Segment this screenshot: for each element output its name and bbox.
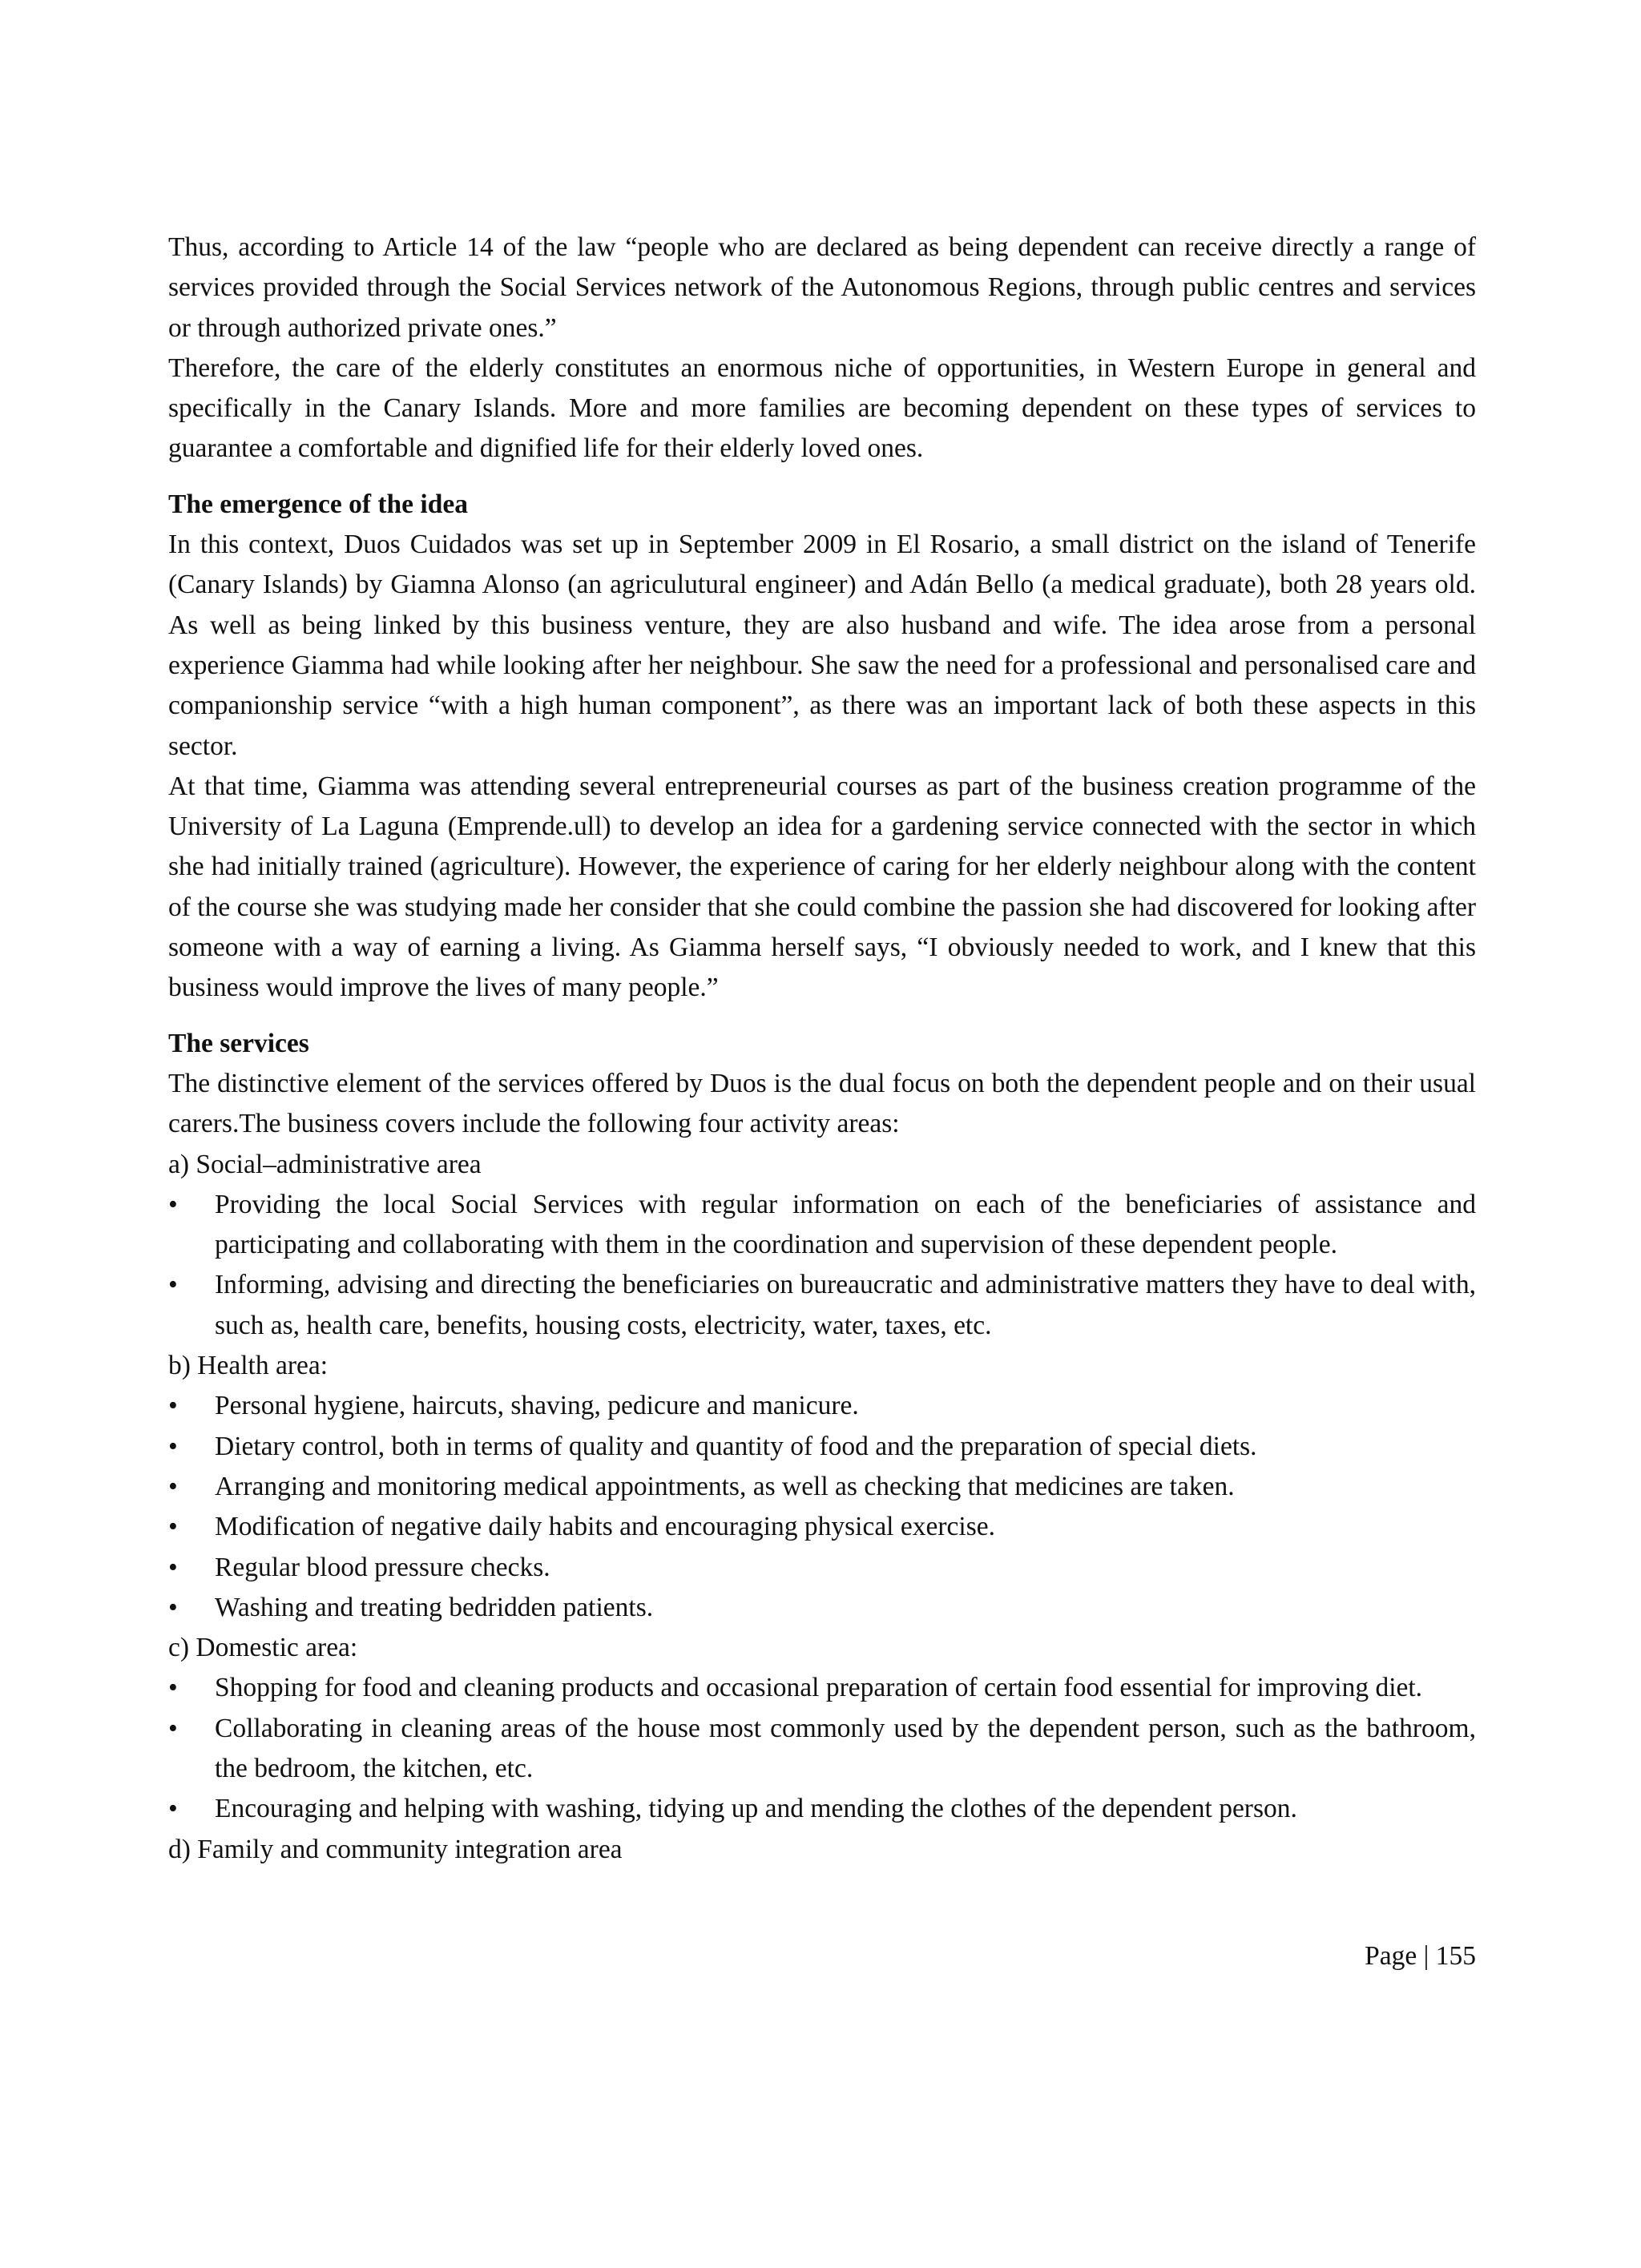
bullet-icon: • bbox=[168, 1713, 178, 1743]
page-content bbox=[168, 228, 1476, 1870]
bullet-icon: • bbox=[168, 1471, 178, 1501]
list-item: • Collaborating in cleaning areas of the house most commonly used by the dependent person, such as the bathroom, the bedroom, the kitchen, etc. bbox=[168, 1709, 1476, 1790]
area-label-family-community: d) Family and community integration area bbox=[168, 1834, 623, 1864]
list-item: • Modification of negative daily habits and encouraging physical exercise. bbox=[168, 1507, 1476, 1547]
services-intro: The distinctive element of the services offered by Duos is the dual focus on both the dependent people and on their usual carers.The business covers include the following four activity areas: bbox=[168, 1068, 1476, 1139]
list-item: • Personal hygiene, haircuts, shaving, pedicure and manicure. bbox=[168, 1386, 1476, 1426]
section-heading-idea: The emergence of the idea bbox=[168, 489, 468, 519]
bullet-icon: • bbox=[168, 1431, 178, 1461]
area-c-list bbox=[168, 1668, 1476, 1829]
list-item: • Arranging and monitoring medical appointments, as well as checking that medicines are taken. bbox=[168, 1467, 1476, 1507]
idea-paragraph: At that time, Giamma was attending several entrepreneurial courses as part of the business creation programme of the University of La Laguna (Emprende.ull) to develop an idea for a gardening service connected with the sector in which she had initially trained (agriculture). However, the experience of caring for her elderly neighbour along with the content of the course she was studying made her consider that she could combine the passion she had discovered for looking after someone with a way of earning a living. As Giamma herself says, “I obviously needed to work, and I knew that this business would improve the lives of many people.” bbox=[168, 771, 1476, 1003]
bullet-icon: • bbox=[168, 1592, 178, 1622]
bullet-icon: • bbox=[168, 1391, 178, 1421]
list-item: • Regular blood pressure checks. bbox=[168, 1548, 1476, 1588]
bullet-icon: • bbox=[168, 1189, 178, 1219]
bullet-icon: • bbox=[168, 1270, 178, 1300]
idea-paragraph: In this context, Duos Cuidados was set up in September 2009 in El Rosario, a small district on the island of Tenerife (Canary Islands) by Giamna Alonso (an agriculutural engineer) and Adán Bello (a medical graduate), both 28 years old. As well as being linked by this business venture, they are also husband and wife. The idea arose from a personal experience Giamma had while looking after her neighbour. She saw the need for a professional and personalised care and companionship service “with a high human component”, as there was an important lack of both these aspects in this sector. bbox=[168, 530, 1476, 761]
area-b-list bbox=[168, 1386, 1476, 1628]
list-item: • Washing and treating bedridden patients. bbox=[168, 1588, 1476, 1628]
bullet-icon: • bbox=[168, 1794, 178, 1824]
area-label-domestic: c) Domestic area: bbox=[168, 1633, 358, 1663]
page-number: Page | 155 bbox=[1365, 1941, 1476, 1971]
bullet-icon: • bbox=[168, 1512, 178, 1542]
area-label-social-administrative: a) Social–administrative area bbox=[168, 1149, 482, 1179]
bullet-icon: • bbox=[168, 1552, 178, 1582]
bullet-icon: • bbox=[168, 1673, 178, 1703]
list-item: • Providing the local Social Services with regular information on each of the beneficiaries of assistance and participating and collaborating with them in the coordination and supervision of these dependent people. bbox=[168, 1185, 1476, 1266]
list-item: • Shopping for food and cleaning products and occasional preparation of certain food essential for improving diet. bbox=[168, 1668, 1476, 1708]
area-label-health: b) Health area: bbox=[168, 1351, 329, 1381]
intro-paragraph: Thus, according to Article 14 of the law “people who are declared as being dependent can receive directly a range of services provided through the Social Services network of the Autonomous Regions, through public centres and services or through authorized private ones.” bbox=[168, 232, 1476, 343]
list-item: • Dietary control, both in terms of quality and quantity of food and the preparation of special diets. bbox=[168, 1427, 1476, 1467]
list-item: • Encouraging and helping with washing, tidying up and mending the clothes of the dependent person. bbox=[168, 1789, 1476, 1829]
intro-paragraph: Therefore, the care of the elderly constitutes an enormous niche of opportunities, in Western Europe in general and specifically in the Canary Islands. More and more families are becoming dependent on these types of services to guarantee a comfortable and dignified life for their elderly loved ones. bbox=[168, 352, 1476, 464]
section-heading-services: The services bbox=[168, 1028, 309, 1058]
area-a-list bbox=[168, 1185, 1476, 1346]
list-item: • Informing, advising and directing the beneficiaries on bureaucratic and administrative matters they have to deal with, such as, health care, benefits, housing costs, electricity, water, taxes, etc. bbox=[168, 1265, 1476, 1346]
